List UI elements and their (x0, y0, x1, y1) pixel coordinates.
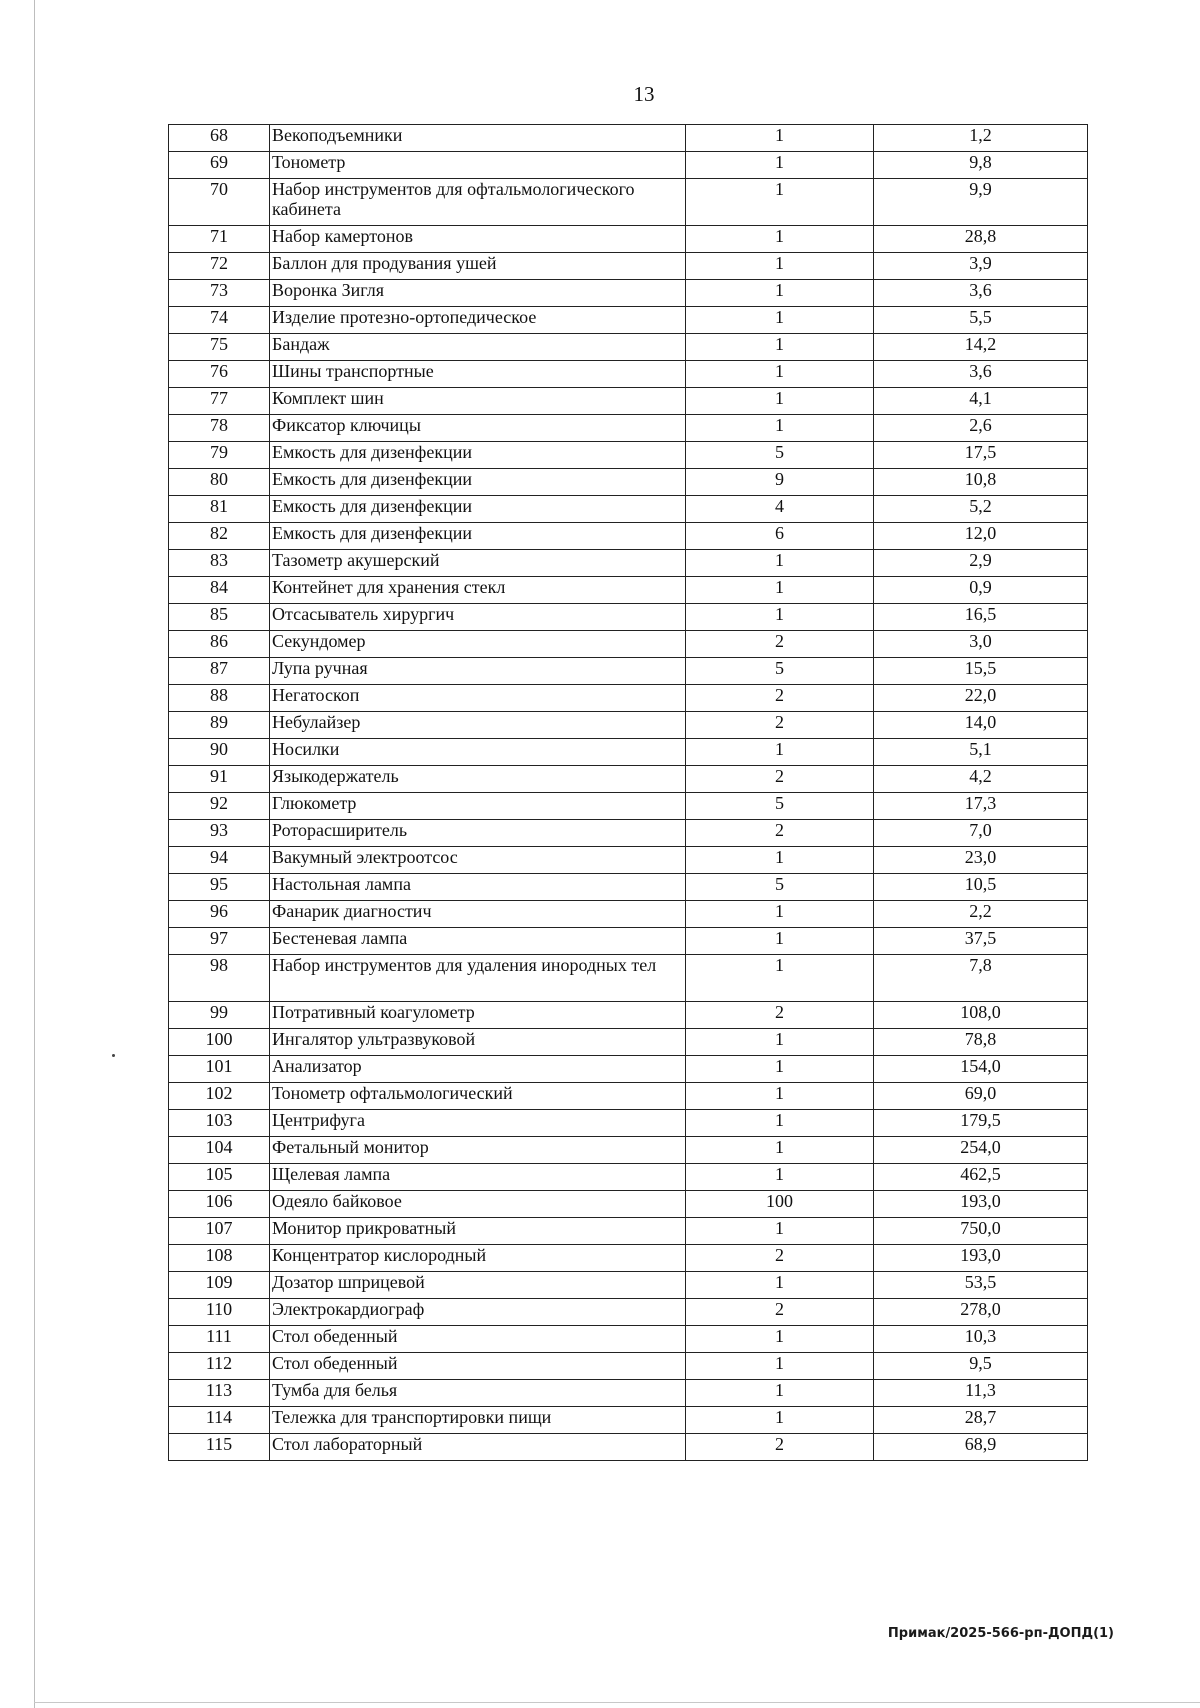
cost-cell: 17,3 (874, 793, 1088, 820)
quantity-cell: 2 (686, 1002, 874, 1029)
table-row (169, 847, 1088, 874)
row-number-cell: 82 (169, 523, 270, 550)
table-row (169, 1299, 1088, 1326)
table-row (169, 1272, 1088, 1299)
table-row (169, 685, 1088, 712)
cost-cell: 5,5 (874, 307, 1088, 334)
item-name-cell: Емкость для дизенфекции (270, 523, 686, 550)
item-name-cell: Вакумный электроотсос (270, 847, 686, 874)
row-number-cell: 79 (169, 442, 270, 469)
table-row (169, 1137, 1088, 1164)
quantity-cell: 9 (686, 469, 874, 496)
row-number-cell: 98 (169, 955, 270, 1002)
item-name-cell: Шины транспортные (270, 361, 686, 388)
item-name-cell: Емкость для дизенфекции (270, 469, 686, 496)
item-name-cell: Фетальный монитор (270, 1137, 686, 1164)
table-row (169, 253, 1088, 280)
row-number-cell: 77 (169, 388, 270, 415)
quantity-cell: 1 (686, 1083, 874, 1110)
item-name-cell: Изделие протезно-ортопедическое (270, 307, 686, 334)
cost-cell: 14,2 (874, 334, 1088, 361)
item-name-cell: Тумба для белья (270, 1380, 686, 1407)
row-number-cell: 93 (169, 820, 270, 847)
item-name-cell: Емкость для дизенфекции (270, 496, 686, 523)
quantity-cell: 5 (686, 442, 874, 469)
quantity-cell: 1 (686, 253, 874, 280)
item-name-cell: Баллон для продувания ушей (270, 253, 686, 280)
table-row (169, 1191, 1088, 1218)
item-name-cell: Стол лабораторный (270, 1434, 686, 1461)
table-row (169, 874, 1088, 901)
row-number-cell: 111 (169, 1326, 270, 1353)
quantity-cell: 2 (686, 820, 874, 847)
table-row (169, 1245, 1088, 1272)
item-name-cell: Бандаж (270, 334, 686, 361)
cost-cell: 2,2 (874, 901, 1088, 928)
quantity-cell: 6 (686, 523, 874, 550)
table-row (169, 631, 1088, 658)
quantity-cell: 2 (686, 631, 874, 658)
cost-cell: 11,3 (874, 1380, 1088, 1407)
row-number-cell: 68 (169, 125, 270, 152)
quantity-cell: 1 (686, 1272, 874, 1299)
quantity-cell: 2 (686, 712, 874, 739)
row-number-cell: 75 (169, 334, 270, 361)
table-row (169, 1434, 1088, 1461)
row-number-cell: 96 (169, 901, 270, 928)
quantity-cell: 1 (686, 901, 874, 928)
cost-cell: 278,0 (874, 1299, 1088, 1326)
table-row (169, 280, 1088, 307)
item-name-cell: Роторасширитель (270, 820, 686, 847)
item-name-cell: Фанарик диагностич (270, 901, 686, 928)
item-name-cell: Бестеневая лампа (270, 928, 686, 955)
cost-cell: 108,0 (874, 1002, 1088, 1029)
table-row (169, 1326, 1088, 1353)
item-name-cell: Негатоскоп (270, 685, 686, 712)
quantity-cell: 1 (686, 1353, 874, 1380)
cost-cell: 1,2 (874, 125, 1088, 152)
table-row (169, 415, 1088, 442)
quantity-cell: 1 (686, 1218, 874, 1245)
row-number-cell: 88 (169, 685, 270, 712)
row-number-cell: 83 (169, 550, 270, 577)
row-number-cell: 95 (169, 874, 270, 901)
row-number-cell: 104 (169, 1137, 270, 1164)
row-number-cell: 110 (169, 1299, 270, 1326)
quantity-cell: 1 (686, 739, 874, 766)
cost-cell: 2,6 (874, 415, 1088, 442)
quantity-cell: 1 (686, 550, 874, 577)
cost-cell: 15,5 (874, 658, 1088, 685)
item-name-cell: Воронка Зигля (270, 280, 686, 307)
item-name-cell: Контейнет для хранения стекл (270, 577, 686, 604)
table-row (169, 152, 1088, 179)
cost-cell: 193,0 (874, 1245, 1088, 1272)
row-number-cell: 86 (169, 631, 270, 658)
row-number-cell: 73 (169, 280, 270, 307)
table-row (169, 658, 1088, 685)
quantity-cell: 1 (686, 280, 874, 307)
item-name-cell: Фиксатор ключицы (270, 415, 686, 442)
table-row (169, 179, 1088, 226)
cost-cell: 28,7 (874, 1407, 1088, 1434)
cost-cell: 10,3 (874, 1326, 1088, 1353)
row-number-cell: 70 (169, 179, 270, 226)
cost-cell: 3,6 (874, 280, 1088, 307)
cost-cell: 9,8 (874, 152, 1088, 179)
quantity-cell: 1 (686, 955, 874, 1002)
item-name-cell: Концентратор кислородный (270, 1245, 686, 1272)
quantity-cell: 1 (686, 226, 874, 253)
cost-cell: 9,5 (874, 1353, 1088, 1380)
quantity-cell: 1 (686, 1029, 874, 1056)
table-row (169, 766, 1088, 793)
item-name-cell: Тазометр акушерский (270, 550, 686, 577)
quantity-cell: 1 (686, 1380, 874, 1407)
cost-cell: 17,5 (874, 442, 1088, 469)
cost-cell: 5,1 (874, 739, 1088, 766)
quantity-cell: 1 (686, 1056, 874, 1083)
table-row (169, 1353, 1088, 1380)
table-row (169, 125, 1088, 152)
table-row (169, 577, 1088, 604)
item-name-cell: Электрокардиограф (270, 1299, 686, 1326)
cost-cell: 53,5 (874, 1272, 1088, 1299)
cost-cell: 3,6 (874, 361, 1088, 388)
cost-cell: 68,9 (874, 1434, 1088, 1461)
item-name-cell: Одеяло байковое (270, 1191, 686, 1218)
row-number-cell: 84 (169, 577, 270, 604)
quantity-cell: 1 (686, 307, 874, 334)
row-number-cell: 71 (169, 226, 270, 253)
table-row (169, 1056, 1088, 1083)
row-number-cell: 106 (169, 1191, 270, 1218)
item-name-cell: Потративный коагулометр (270, 1002, 686, 1029)
table-row (169, 901, 1088, 928)
row-number-cell: 87 (169, 658, 270, 685)
quantity-cell: 1 (686, 928, 874, 955)
quantity-cell: 2 (686, 766, 874, 793)
quantity-cell: 1 (686, 1137, 874, 1164)
row-number-cell: 90 (169, 739, 270, 766)
item-name-cell: Лупа ручная (270, 658, 686, 685)
quantity-cell: 1 (686, 604, 874, 631)
row-number-cell: 108 (169, 1245, 270, 1272)
item-name-cell: Секундомер (270, 631, 686, 658)
row-number-cell: 114 (169, 1407, 270, 1434)
quantity-cell: 5 (686, 793, 874, 820)
table-row (169, 928, 1088, 955)
item-name-cell: Тонометр офтальмологический (270, 1083, 686, 1110)
scan-edge-bottom (34, 1702, 1200, 1703)
row-number-cell: 74 (169, 307, 270, 334)
table-row (169, 442, 1088, 469)
item-name-cell: Набор камертонов (270, 226, 686, 253)
cost-cell: 154,0 (874, 1056, 1088, 1083)
cost-cell: 78,8 (874, 1029, 1088, 1056)
row-number-cell: 91 (169, 766, 270, 793)
item-name-cell: Тележка для транспортировки пищи (270, 1407, 686, 1434)
item-name-cell: Дозатор шприцевой (270, 1272, 686, 1299)
cost-cell: 14,0 (874, 712, 1088, 739)
table-row (169, 334, 1088, 361)
quantity-cell: 100 (686, 1191, 874, 1218)
quantity-cell: 2 (686, 1434, 874, 1461)
table-row (169, 1407, 1088, 1434)
cost-cell: 0,9 (874, 577, 1088, 604)
quantity-cell: 1 (686, 388, 874, 415)
equipment-table-body (169, 125, 1088, 1461)
cost-cell: 4,2 (874, 766, 1088, 793)
item-name-cell: Стол обеденный (270, 1326, 686, 1353)
item-name-cell: Стол обеденный (270, 1353, 686, 1380)
cost-cell: 10,8 (874, 469, 1088, 496)
quantity-cell: 1 (686, 577, 874, 604)
quantity-cell: 2 (686, 1245, 874, 1272)
cost-cell: 2,9 (874, 550, 1088, 577)
table-row (169, 1380, 1088, 1407)
table-row (169, 523, 1088, 550)
row-number-cell: 76 (169, 361, 270, 388)
cost-cell: 193,0 (874, 1191, 1088, 1218)
cost-cell: 3,9 (874, 253, 1088, 280)
item-name-cell: Носилки (270, 739, 686, 766)
quantity-cell: 1 (686, 1407, 874, 1434)
quantity-cell: 1 (686, 1326, 874, 1353)
table-row (169, 1164, 1088, 1191)
item-name-cell: Монитор прикроватный (270, 1218, 686, 1245)
table-row (169, 712, 1088, 739)
quantity-cell: 1 (686, 334, 874, 361)
table-row (169, 361, 1088, 388)
cost-cell: 12,0 (874, 523, 1088, 550)
table-row (169, 604, 1088, 631)
row-number-cell: 81 (169, 496, 270, 523)
cost-cell: 5,2 (874, 496, 1088, 523)
item-name-cell: Языкодержатель (270, 766, 686, 793)
cost-cell: 4,1 (874, 388, 1088, 415)
quantity-cell: 5 (686, 874, 874, 901)
quantity-cell: 4 (686, 496, 874, 523)
row-number-cell: 105 (169, 1164, 270, 1191)
item-name-cell: Набор инструментов для удаления инородных тел (270, 955, 686, 1002)
cost-cell: 7,8 (874, 955, 1088, 1002)
row-number-cell: 112 (169, 1353, 270, 1380)
table-row (169, 1029, 1088, 1056)
item-name-cell: Ингалятор ультразвуковой (270, 1029, 686, 1056)
row-number-cell: 78 (169, 415, 270, 442)
table-row (169, 1002, 1088, 1029)
quantity-cell: 1 (686, 125, 874, 152)
table-row (169, 496, 1088, 523)
table-row (169, 388, 1088, 415)
cost-cell: 23,0 (874, 847, 1088, 874)
cost-cell: 16,5 (874, 604, 1088, 631)
cost-cell: 7,0 (874, 820, 1088, 847)
quantity-cell: 1 (686, 1110, 874, 1137)
table-row (169, 469, 1088, 496)
quantity-cell: 5 (686, 658, 874, 685)
table-row (169, 550, 1088, 577)
cost-cell: 254,0 (874, 1137, 1088, 1164)
quantity-cell: 1 (686, 179, 874, 226)
row-number-cell: 102 (169, 1083, 270, 1110)
item-name-cell: Настольная лампа (270, 874, 686, 901)
item-name-cell: Тонометр (270, 152, 686, 179)
row-number-cell: 97 (169, 928, 270, 955)
quantity-cell: 2 (686, 1299, 874, 1326)
row-number-cell: 72 (169, 253, 270, 280)
scan-edge-left (34, 0, 35, 1708)
cost-cell: 9,9 (874, 179, 1088, 226)
row-number-cell: 89 (169, 712, 270, 739)
table-row (169, 1110, 1088, 1137)
cost-cell: 750,0 (874, 1218, 1088, 1245)
cost-cell: 179,5 (874, 1110, 1088, 1137)
item-name-cell: Векоподъемники (270, 125, 686, 152)
row-number-cell: 115 (169, 1434, 270, 1461)
item-name-cell: Щелевая лампа (270, 1164, 686, 1191)
table-row (169, 793, 1088, 820)
row-number-cell: 99 (169, 1002, 270, 1029)
cost-cell: 3,0 (874, 631, 1088, 658)
item-name-cell: Отсасыватель хирургич (270, 604, 686, 631)
row-number-cell: 69 (169, 152, 270, 179)
item-name-cell: Набор инструментов для офтальмологического кабинета (270, 179, 686, 226)
page-number: 13 (633, 82, 655, 106)
item-name-cell: Глюкометр (270, 793, 686, 820)
item-name-cell: Центрифуга (270, 1110, 686, 1137)
row-number-cell: 94 (169, 847, 270, 874)
table-row (169, 307, 1088, 334)
row-number-cell: 103 (169, 1110, 270, 1137)
document-code: Примак/2025-566-рп-ДОПД(1) (887, 1626, 1114, 1641)
quantity-cell: 1 (686, 361, 874, 388)
item-name-cell: Небулайзер (270, 712, 686, 739)
row-number-cell: 109 (169, 1272, 270, 1299)
row-number-cell: 113 (169, 1380, 270, 1407)
item-name-cell: Комплект шин (270, 388, 686, 415)
cost-cell: 462,5 (874, 1164, 1088, 1191)
table-row (169, 1083, 1088, 1110)
equipment-table (168, 124, 1088, 1461)
table-row (169, 226, 1088, 253)
cost-cell: 37,5 (874, 928, 1088, 955)
scan-speck (112, 1054, 115, 1057)
row-number-cell: 80 (169, 469, 270, 496)
row-number-cell: 100 (169, 1029, 270, 1056)
row-number-cell: 92 (169, 793, 270, 820)
cost-cell: 10,5 (874, 874, 1088, 901)
cost-cell: 28,8 (874, 226, 1088, 253)
quantity-cell: 2 (686, 685, 874, 712)
table-row (169, 1218, 1088, 1245)
quantity-cell: 1 (686, 847, 874, 874)
row-number-cell: 85 (169, 604, 270, 631)
row-number-cell: 101 (169, 1056, 270, 1083)
item-name-cell: Емкость для дизенфекции (270, 442, 686, 469)
table-row (169, 955, 1088, 1002)
cost-cell: 69,0 (874, 1083, 1088, 1110)
cost-cell: 22,0 (874, 685, 1088, 712)
table-row (169, 739, 1088, 766)
row-number-cell: 107 (169, 1218, 270, 1245)
quantity-cell: 1 (686, 152, 874, 179)
quantity-cell: 1 (686, 415, 874, 442)
table-row (169, 820, 1088, 847)
item-name-cell: Анализатор (270, 1056, 686, 1083)
quantity-cell: 1 (686, 1164, 874, 1191)
